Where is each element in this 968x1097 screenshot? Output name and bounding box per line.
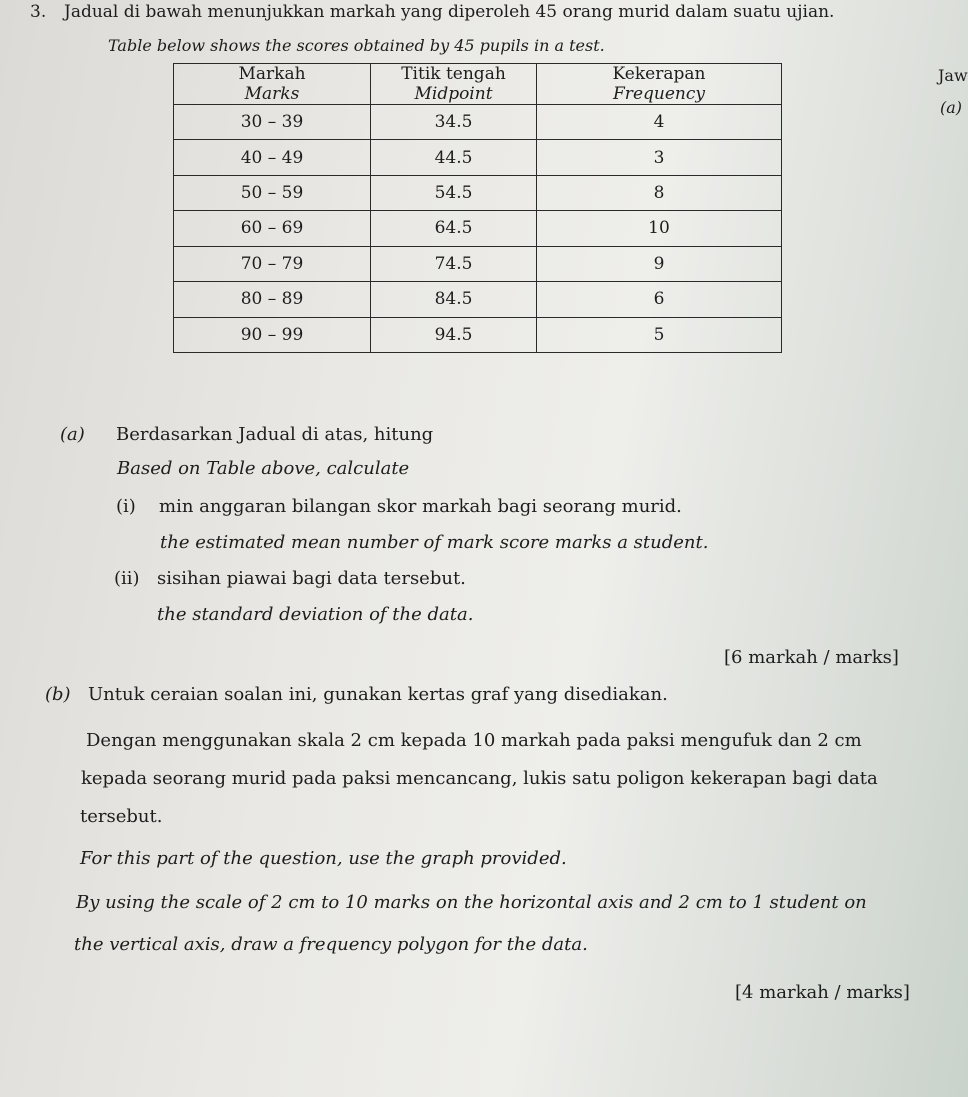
header-marks-ms: Markah (238, 64, 306, 84)
table-row (174, 211, 782, 246)
header-midpoint (371, 64, 537, 105)
table-header-row (174, 64, 782, 105)
table-row (174, 282, 782, 317)
header-midpoint-ms: Titik tengah (401, 64, 506, 84)
part-a-label: (a) (60, 424, 85, 445)
cell-frequency: 5 (537, 317, 782, 352)
cell-marks: 60 – 69 (174, 211, 371, 246)
part-b-marks: [4 markah / marks] (735, 982, 910, 1003)
header-frequency-en: Frequency (613, 84, 705, 104)
margin-label-jaw: Jaw (938, 66, 968, 85)
cell-marks: 80 – 89 (174, 282, 371, 317)
part-a-marks: [6 markah / marks] (724, 647, 899, 668)
cell-marks: 70 – 79 (174, 246, 371, 281)
part-a-i-label: (i) (116, 496, 136, 517)
part-b-scale-english-line2: the vertical axis, draw a frequency polygon for the data. (74, 934, 588, 955)
table-row (174, 317, 782, 352)
cell-midpoint: 44.5 (371, 140, 537, 175)
part-b-scale-malay-line2: kepada seorang murid pada paksi mencancang, lukis satu poligon kekerapan bagi data (81, 768, 878, 789)
header-marks (174, 64, 371, 105)
cell-marks: 50 – 59 (174, 175, 371, 210)
cell-midpoint: 94.5 (371, 317, 537, 352)
cell-midpoint: 54.5 (371, 175, 537, 210)
cell-frequency: 10 (537, 211, 782, 246)
header-midpoint-en: Midpoint (414, 84, 493, 104)
question-number: 3. (30, 2, 47, 22)
table-row (174, 175, 782, 210)
table-row (174, 105, 782, 140)
table-row (174, 246, 782, 281)
header-frequency (537, 64, 782, 105)
header-frequency-ms: Kekerapan (612, 64, 706, 84)
part-a-intro-english: Based on Table above, calculate (117, 458, 410, 479)
part-b-scale-malay-line3: tersebut. (80, 806, 163, 827)
part-b-label: (b) (45, 684, 71, 705)
part-b-scale-malay-line1: Dengan menggunakan skala 2 cm kepada 10 markah pada paksi mengufuk dan 2 cm (86, 730, 862, 751)
part-a-i-malay: min anggaran bilangan skor markah bagi seorang murid. (159, 496, 682, 517)
cell-marks: 40 – 49 (174, 140, 371, 175)
cell-marks: 90 – 99 (174, 317, 371, 352)
cell-frequency: 4 (537, 105, 782, 140)
part-b-instruction-english: For this part of the question, use the graph provided. (80, 848, 567, 869)
cell-midpoint: 64.5 (371, 211, 537, 246)
margin-label-a: (a) (940, 98, 963, 117)
part-a-ii-english: the standard deviation of the data. (157, 604, 474, 625)
question-intro-english: Table below shows the scores obtained by 45 pupils in a test. (108, 36, 605, 55)
table-row (174, 140, 782, 175)
header-marks-en: Marks (244, 84, 300, 104)
question-intro-malay: Jadual di bawah menunjukkan markah yang diperoleh 45 orang murid dalam suatu ujian. (64, 2, 835, 22)
part-a-ii-label: (ii) (114, 568, 140, 589)
part-a-ii-malay: sisihan piawai bagi data tersebut. (157, 568, 466, 589)
cell-midpoint: 34.5 (371, 105, 537, 140)
cell-midpoint: 74.5 (371, 246, 537, 281)
cell-frequency: 3 (537, 140, 782, 175)
cell-marks: 30 – 39 (174, 105, 371, 140)
cell-frequency: 9 (537, 246, 782, 281)
part-a-intro-malay: Berdasarkan Jadual di atas, hitung (116, 424, 434, 445)
part-a-i-english: the estimated mean number of mark score marks a student. (160, 532, 709, 553)
cell-midpoint: 84.5 (371, 282, 537, 317)
part-b-scale-english-line1: By using the scale of 2 cm to 10 marks on the horizontal axis and 2 cm to 1 student on (76, 892, 867, 913)
cell-frequency: 8 (537, 175, 782, 210)
part-b-instruction-malay: Untuk ceraian soalan ini, gunakan kertas graf yang disediakan. (88, 684, 668, 705)
scores-table (173, 63, 782, 353)
cell-frequency: 6 (537, 282, 782, 317)
